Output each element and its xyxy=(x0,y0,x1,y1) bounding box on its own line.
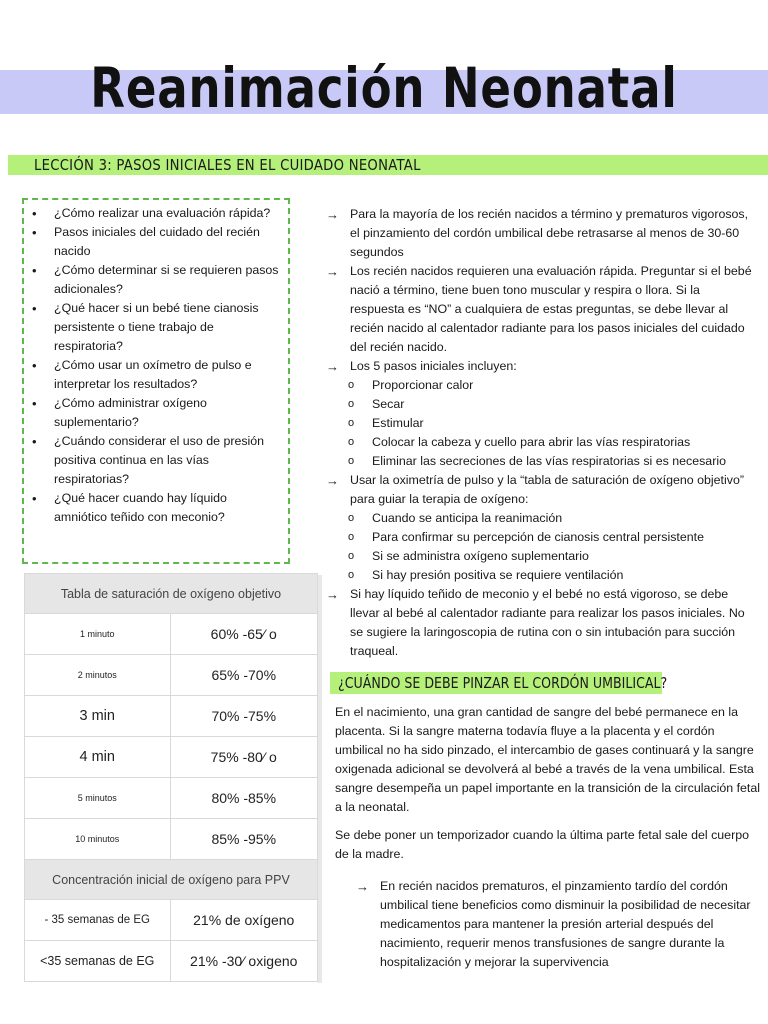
table-row: 10 minutos 85% -95% xyxy=(25,819,318,860)
table-shadow xyxy=(318,575,322,983)
list-item: o Si hay presión positiva se requiere ventilación xyxy=(372,566,756,585)
table-row: 4 min 75% -80⁄ o xyxy=(25,737,318,778)
saturation-table-header: Tabla de saturación de oxígeno objetivo xyxy=(25,574,318,614)
question-item: • ¿Qué hacer si un bebé tiene cianosis persistente o tiene trabajo de respiratoria? xyxy=(54,299,282,356)
saturation-table xyxy=(24,573,318,982)
arrow-icon: → xyxy=(326,207,339,222)
table-row: 5 minutos 80% -85% xyxy=(25,778,318,819)
oximetry-list xyxy=(326,509,756,585)
question-item: • ¿Cómo determinar si se requieren pasos adicionales? xyxy=(54,261,282,299)
arrow-icon: → xyxy=(326,264,339,279)
question-item: • Pasos iniciales del cuidado del recién nacido xyxy=(54,223,282,261)
list-item: o Eliminar las secreciones de las vías respiratorias si es necesario xyxy=(372,452,756,471)
section2-paragraph: En el nacimiento, una gran cantidad de sangre del bebé permanece en la placenta. Si la sangre materna todavía fluye a la placenta y el cordón umbilical no ha sido pinzado, el intercambio de gases continuará y la sangre oxigenada adicional se devolverá al bebé a través de la vena umbilical. Esta sangre desempeña un papel importante en la transición de la circulación fetal a la neonatal. xyxy=(335,705,760,814)
table-row: - 35 semanas de EG 21% de oxígeno xyxy=(25,900,318,941)
point-item: → Si hay líquido teñido de meconio y el bebé no está vigoroso, se debe llevar al bebé al calentador radiante para realizar los pasos iniciales. No se sugiere la laringoscopia de rutina con o sin intubación para succión traqueal. xyxy=(326,587,745,658)
arrow-icon: → xyxy=(356,879,369,894)
list-item: o Secar xyxy=(372,395,756,414)
point-item: → Los 5 pasos iniciales incluyen: xyxy=(326,359,517,374)
section2-paragraph: Se debe poner un temporizador cuando la última parte fetal sale del cuerpo de la madre. xyxy=(335,828,749,861)
question-item: • ¿Qué hacer cuando hay líquido amniótico teñido con meconio? xyxy=(54,489,282,527)
point-item: → Para la mayoría de los recién nacidos a término y prematuros vigorosos, el pinzamiento del cordón umbilical debe retrasarse al menos de 30-60 segundos xyxy=(326,207,749,259)
key-points xyxy=(326,205,756,661)
list-item: o Cuando se anticipa la reanimación xyxy=(372,509,756,528)
ppv-table-header: Concentración inicial de oxígeno para PPV xyxy=(25,860,318,900)
list-item: o Proporcionar calor xyxy=(372,376,756,395)
point-item: → En recién nacidos prematuros, el pinzamiento tardío del cordón umbilical tiene beneficios como disminuir la posibilidad de necesitar medicamentos para mantener la presión arterial después del nacimiento, requerir menos transfusiones de sangre durante la hospitalización y mejorar la supervivencia xyxy=(356,879,751,969)
arrow-icon: → xyxy=(326,587,339,602)
lesson-heading: LECCIÓN 3: PASOS INICIALES EN EL CUIDADO NEONATAL xyxy=(34,156,421,174)
page-title: Reanimación Neonatal xyxy=(90,56,678,120)
list-item: o Colocar la cabeza y cuello para abrir las vías respiratorias xyxy=(372,433,756,452)
list-item: o Estimular xyxy=(372,414,756,433)
question-item: • ¿Cuándo considerar el uso de presión positiva continua en las vías respiratorias? xyxy=(54,432,282,489)
list-item: o Para confirmar su percepción de cianosis central persistente xyxy=(372,528,756,547)
initial-steps-list xyxy=(326,376,756,471)
point-item: → Los recién nacidos requieren una evaluación rápida. Preguntar si el bebé nació a término, tiene buen tono muscular y respira o llora. Si la respuesta es “NO” a cualquiera de estas preguntas, se debe llevar al recién nacido al calentador radiante para los pasos iniciales del cuidado del recién nacido. xyxy=(326,264,752,354)
table-row: 1 minuto 60% -65⁄ o xyxy=(25,614,318,655)
arrow-icon: → xyxy=(326,359,339,374)
table-row: 3 min 70% -75% xyxy=(25,696,318,737)
arrow-icon: → xyxy=(326,473,339,488)
list-item: o Si se administra oxígeno suplementario xyxy=(372,547,756,566)
question-item: • ¿Cómo administrar oxígeno suplementario? xyxy=(54,394,282,432)
point-item: → Usar la oximetría de pulso y la “tabla de saturación de oxígeno objetivo” para guiar la terapia de oxígeno: xyxy=(326,473,744,506)
question-item: • ¿Cómo realizar una evaluación rápida? xyxy=(54,204,282,223)
question-item: • ¿Cómo usar un oxímetro de pulso e interpretar los resultados? xyxy=(54,356,282,394)
table-row: <35 semanas de EG 21% -30⁄ oxigeno xyxy=(25,941,318,982)
table-row: 2 minutos 65% -70% xyxy=(25,655,318,696)
section2-heading: ¿CUÁNDO SE DEBE PINZAR EL CORDÓN UMBILICAL? xyxy=(338,674,668,692)
questions-list xyxy=(54,204,282,527)
